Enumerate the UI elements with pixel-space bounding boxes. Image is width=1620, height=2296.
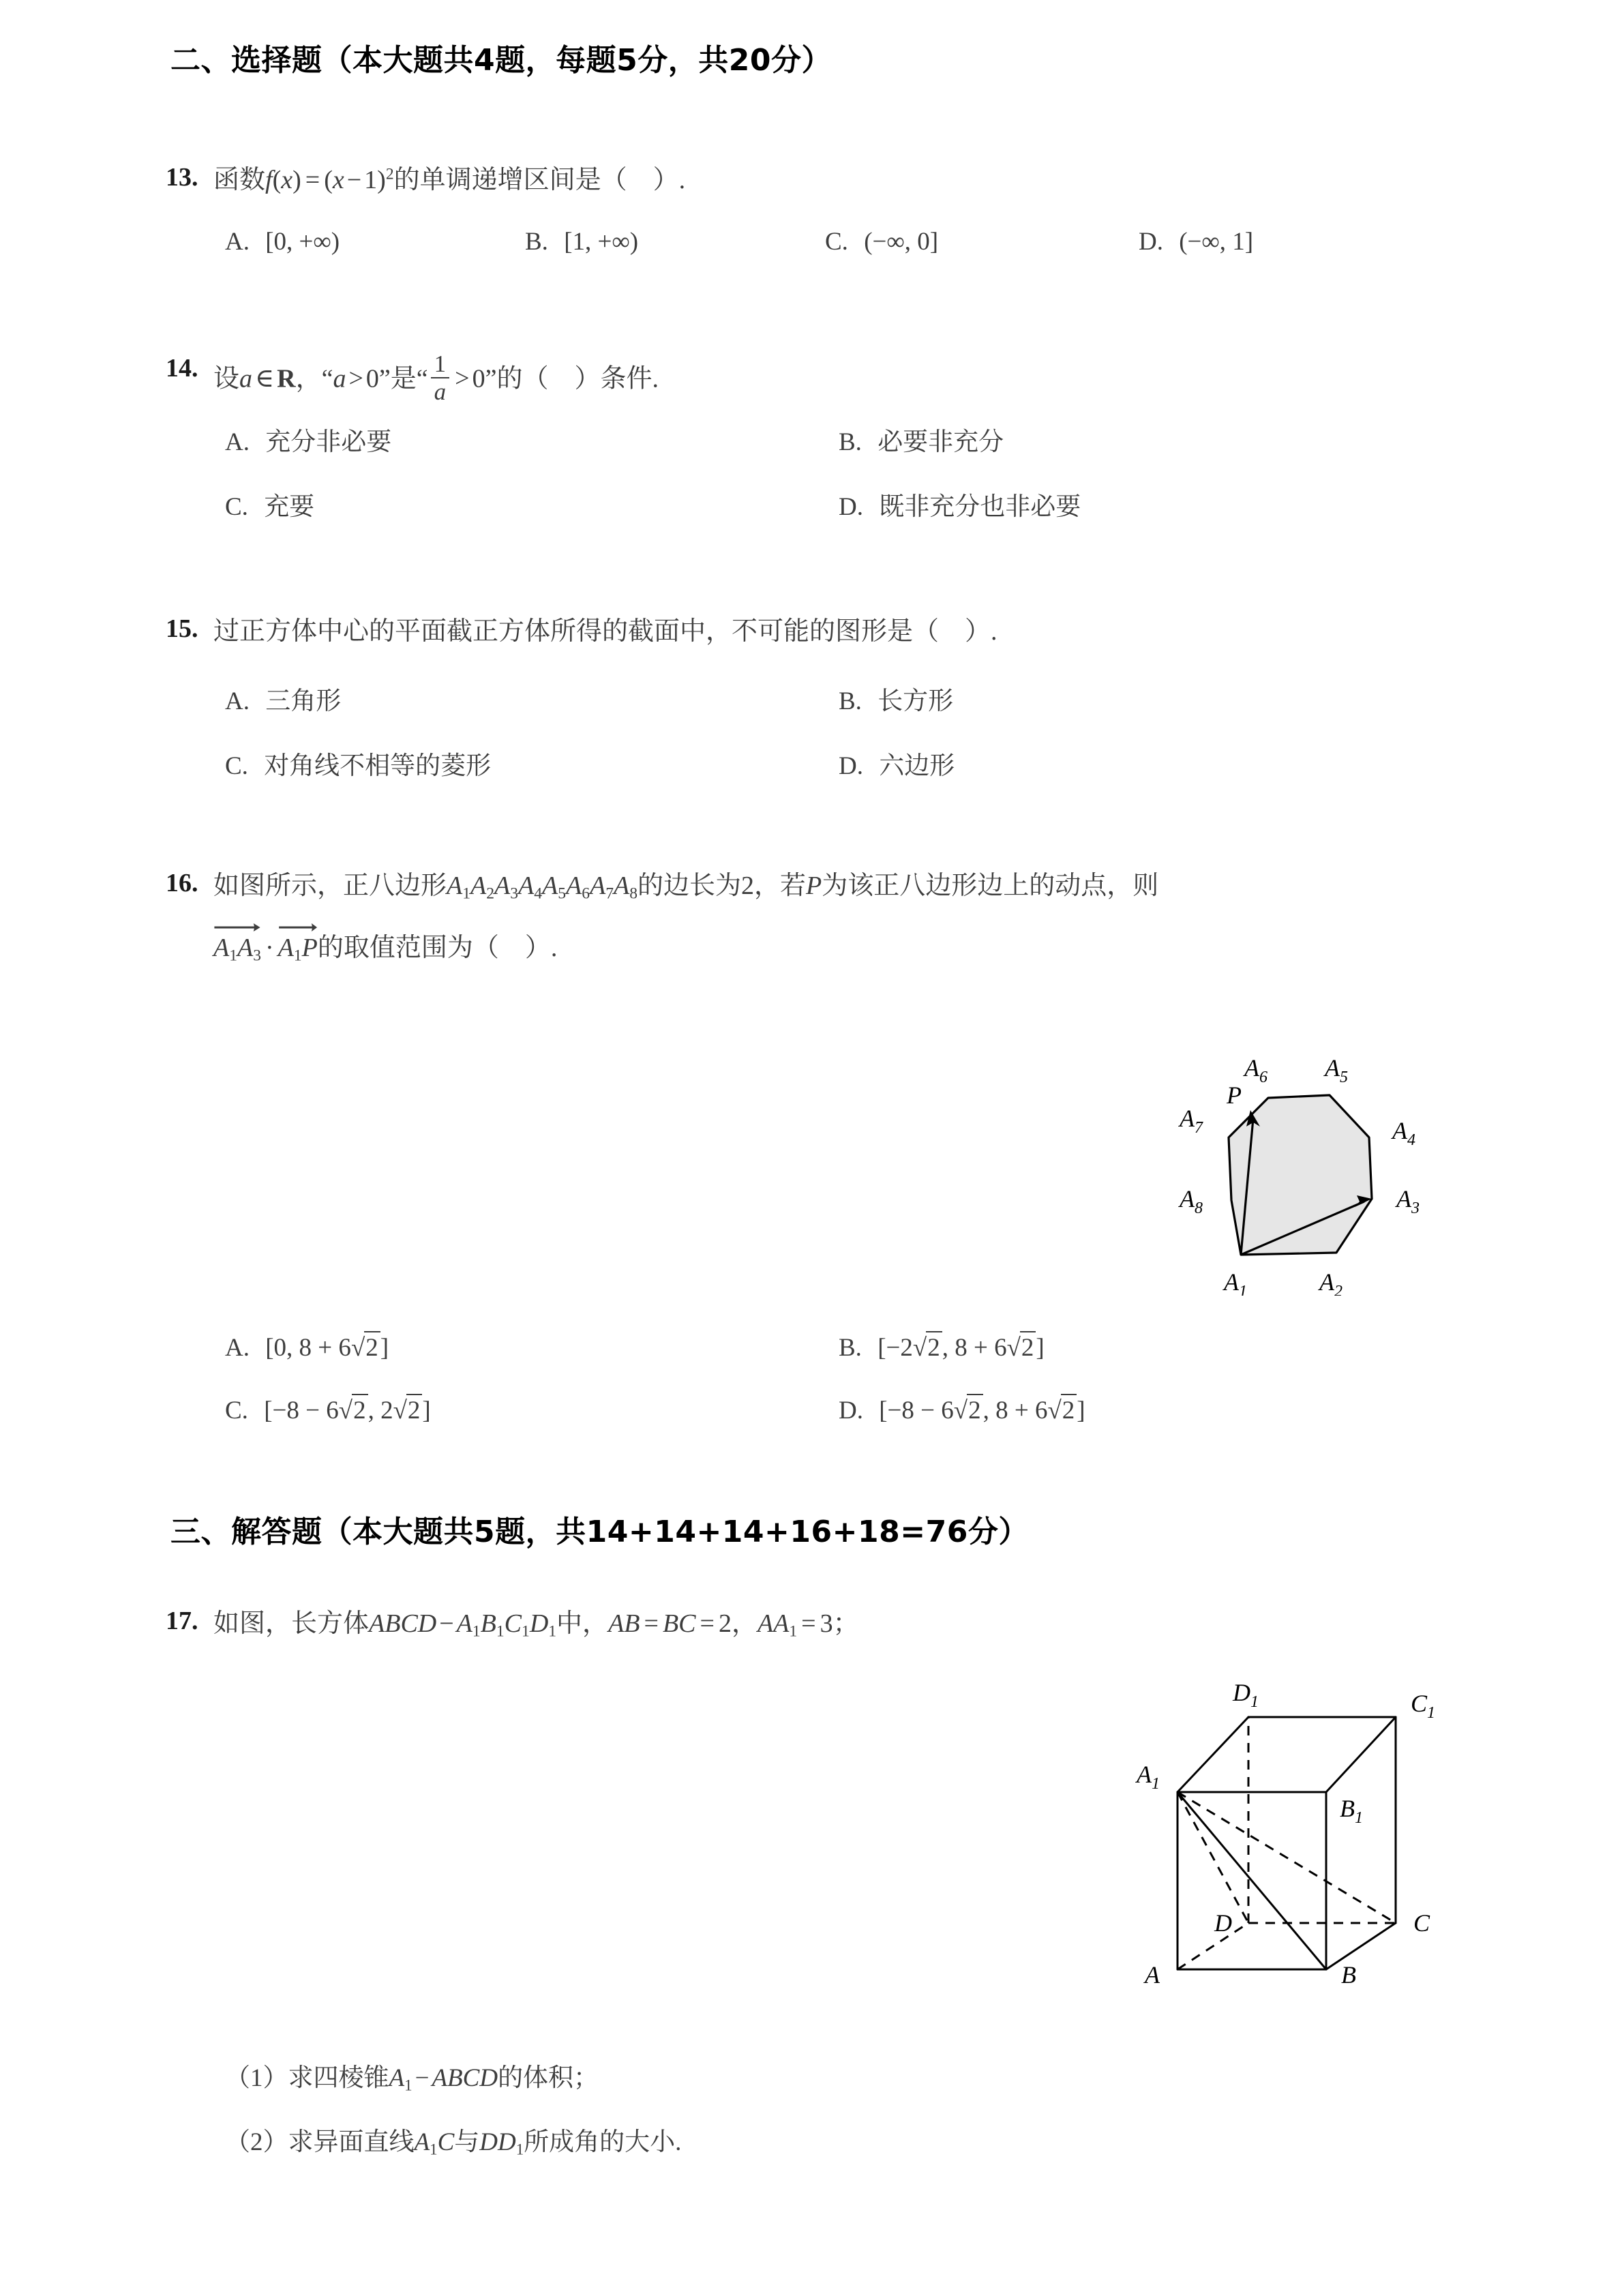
q17-subquestion-1: [225, 2057, 599, 2094]
q15-option-b[interactable]: [839, 680, 953, 717]
question-stem-16-line2: [213, 925, 557, 968]
q16-vec1-i1: 1: [229, 946, 237, 965]
q16-line2-tail: 的取值范围为（ ）.: [317, 934, 558, 962]
q14-fraction-denominator: a: [434, 378, 447, 405]
q17-stem-lead: 如图，长方体: [213, 1609, 370, 1638]
octagon-label-a8: $A_8$: [1180, 1185, 1203, 1217]
cuboid-label-b: B: [1341, 1961, 1356, 1988]
q16-poly-a4: A: [518, 871, 535, 900]
q14-part2: ，“: [295, 364, 333, 393]
octagon-label-a1: $A_1$: [1224, 1268, 1247, 1296]
section-heading-solve: 三、解答题（本大题共5题，共14+14+14+16+18=76分）: [170, 1515, 1029, 1549]
octagon-label-a6: $A_6$: [1244, 1054, 1268, 1086]
q17-solid2-c: C: [504, 1609, 522, 1638]
q16-line1-lead: 如图所示，正八边形: [213, 871, 447, 900]
q13-exponent: 2: [385, 165, 394, 183]
q17-comma: ，: [731, 1609, 758, 1638]
q16-option-c-radicand2: 2: [406, 1394, 423, 1425]
cuboid-label-a1: $A_1$: [1137, 1761, 1160, 1793]
q16-option-b-tail: ]: [1036, 1334, 1045, 1362]
q17-sub1-a: A: [389, 2064, 405, 2092]
q16-option-a-tail: ]: [380, 1334, 389, 1362]
q16-poly-a5: A: [542, 871, 558, 900]
question-stem-13: [213, 161, 685, 200]
q16-dot-operator: ·: [265, 934, 274, 962]
q16-vec1-a2: A: [237, 934, 254, 962]
q13-group-close: ): [377, 166, 386, 194]
q16-option-d-mid: , 8 + 6: [982, 1397, 1048, 1425]
q14-fraction-numerator: 1: [431, 352, 449, 378]
q17-dash: −: [439, 1609, 454, 1638]
q16-option-d-sqrt2: √2: [1047, 1394, 1077, 1425]
q16-line1-mid2: ，若: [754, 871, 807, 900]
q13-group-open: (: [324, 166, 333, 194]
question-number-15: 15.: [166, 614, 198, 643]
octagon-label-a5: $A_5$: [1325, 1054, 1348, 1086]
q16-poly-i1: 1: [462, 884, 471, 903]
q16-poly-a6: A: [566, 871, 582, 900]
cuboid-hidden-edges: [1178, 1717, 1396, 1969]
q14-a1: a: [239, 364, 253, 393]
q15-option-c-text: 对角线不相等的菱形: [264, 752, 492, 780]
q16-option-c-mid: , 2: [368, 1397, 393, 1425]
q13-stem-prefix: 函数: [213, 166, 266, 194]
q16-option-d-sqrt1: √2: [954, 1394, 983, 1425]
octagon-label-a2: $A_2$: [1319, 1268, 1342, 1296]
q13-option-a-text: [0, +∞): [265, 228, 340, 256]
q16-option-c-tail: ]: [422, 1397, 431, 1425]
q16-vec2-p: P: [301, 934, 318, 962]
q16-poly-i5: 5: [558, 884, 567, 903]
q14-isin: ∈: [255, 364, 275, 393]
q14-option-a-tag: A.: [225, 428, 250, 456]
q16-option-d[interactable]: [839, 1394, 1085, 1425]
q16-poly-i8: 8: [629, 884, 638, 903]
q16-option-c-lead: [−8 − 6: [264, 1397, 339, 1425]
q16-option-a-tag: A.: [225, 1334, 250, 1362]
q17-sub2-a: A: [414, 2128, 430, 2156]
q13-option-d-tag: D.: [1139, 228, 1163, 256]
q13-option-b-text: [1, +∞): [564, 228, 639, 256]
q14-option-a-text: 充分非必要: [265, 428, 392, 456]
q13-equals: =: [305, 166, 320, 194]
q16-vec2-i1: 1: [293, 946, 302, 965]
q16-option-d-tag: D.: [839, 1397, 863, 1425]
cuboid-solid-edges: [1178, 1717, 1396, 1969]
q15-option-d-tag: D.: [839, 752, 863, 780]
q13-x2: x: [332, 166, 344, 194]
q17-val1: 2: [718, 1609, 732, 1638]
q13-stem-suffix: 的单调递增区间是（ ）.: [393, 166, 686, 194]
q14-part3: ”是“: [378, 364, 428, 393]
q15-option-a[interactable]: [225, 680, 341, 717]
q17-sub1-lead: （1）求四棱锥: [225, 2064, 389, 2092]
q16-line1-mid: 的边长为: [638, 871, 742, 900]
q17-solid2-d-i: 1: [548, 1622, 557, 1641]
question-number-17: 17.: [166, 1607, 198, 1635]
question-number-13: 13.: [166, 163, 198, 192]
q13-option-a[interactable]: [225, 227, 340, 256]
q13-option-b[interactable]: [525, 227, 638, 256]
q17-sub2-lead: （2）求异面直线: [225, 2128, 415, 2156]
q14-option-c-text: 充要: [264, 493, 315, 521]
q13-option-a-tag: A.: [225, 228, 250, 256]
cuboid-label-d1: $D_1$: [1233, 1679, 1259, 1711]
segment-a1-d: [1178, 1792, 1248, 1923]
q16-option-b-sqrt2: √2: [1007, 1331, 1036, 1362]
question-stem-15: 过正方体中心的平面截正方体所得的截面中，不可能的图形是（ ）.: [213, 617, 997, 646]
q16-option-b[interactable]: [839, 1331, 1045, 1362]
q17-solid2-a-i: 1: [472, 1622, 481, 1641]
q16-option-d-tail: ]: [1077, 1397, 1085, 1425]
octagon-label-a4: $A_4$: [1392, 1117, 1415, 1149]
q16-vec1-i2: 3: [253, 946, 261, 965]
figure-cuboid-q17: [1128, 1637, 1469, 2046]
q13-option-c-text: (−∞, 0]: [864, 228, 939, 256]
q17-eq2: =: [700, 1609, 715, 1638]
q14-part1: 设: [213, 364, 240, 393]
q14-option-a[interactable]: [225, 421, 391, 458]
q17-solid2-b-i: 1: [496, 1622, 505, 1641]
q14-option-b[interactable]: [839, 421, 1004, 458]
q16-option-b-mid: , 8 + 6: [942, 1334, 1007, 1362]
q14-part4: ”的（ ）条件.: [485, 364, 659, 393]
q16-option-c-tag: C.: [225, 1397, 248, 1425]
q16-poly-i6: 6: [582, 884, 590, 903]
q17-solid2-b: B: [480, 1609, 496, 1638]
q15-option-d-text: 六边形: [879, 752, 955, 780]
q17-sub1-dash: −: [415, 2064, 430, 2092]
segment-a1-c: [1178, 1792, 1396, 1923]
q16-poly-a3: A: [494, 871, 511, 900]
q16-point-p: P: [806, 871, 822, 900]
q13-option-b-tag: B.: [525, 228, 548, 256]
q13-one: 1: [364, 166, 378, 194]
q14-zero2: 0: [472, 364, 485, 393]
q16-line1-tail: 为该正八边形边上的动点，则: [822, 871, 1159, 900]
q15-option-b-text: 长方形: [877, 687, 954, 715]
octagon-label-p: P: [1227, 1082, 1242, 1109]
q17-aa1-i: 1: [789, 1622, 798, 1641]
q16-option-c-radicand1: 2: [352, 1394, 368, 1425]
q16-option-b-radicand1: 2: [926, 1331, 942, 1362]
q13-paren-close: ): [292, 166, 301, 194]
q15-option-c[interactable]: [225, 745, 491, 781]
q14-option-c[interactable]: [225, 486, 314, 522]
q16-option-d-radicand1: 2: [967, 1394, 983, 1425]
q17-bc: BC: [662, 1609, 696, 1638]
q17-sub2-tail: 所成角的大小.: [524, 2128, 682, 2156]
q16-poly-i4: 4: [534, 884, 543, 903]
q17-solid2-a: A: [456, 1609, 472, 1638]
q16-option-a[interactable]: [225, 1331, 389, 1362]
q17-solid2-c-i: 1: [522, 1622, 530, 1641]
q15-option-b-tag: B.: [839, 687, 862, 715]
q17-subquestion-2: [225, 2121, 681, 2158]
q15-option-a-tag: A.: [225, 687, 250, 715]
q14-zero1: 0: [365, 364, 379, 393]
q17-sub2-c: C: [437, 2128, 455, 2156]
q16-poly-a8: A: [614, 871, 630, 900]
q16-option-a-radicand: 2: [364, 1331, 380, 1362]
q14-fraction: [431, 352, 449, 404]
q16-option-c-sqrt1: √2: [339, 1394, 368, 1425]
q16-option-c[interactable]: [225, 1394, 431, 1425]
q16-option-b-radicand2: 2: [1020, 1331, 1036, 1362]
q15-option-a-text: 三角形: [265, 687, 342, 715]
q17-semicolon: ；: [832, 1609, 859, 1638]
vector-arrow-icon: [278, 922, 318, 931]
q16-vector-a1p: [278, 925, 318, 968]
q16-poly-i3: 3: [510, 884, 519, 903]
q17-sub2-mid: 与: [454, 2128, 480, 2156]
q13-f: f: [265, 166, 273, 194]
octagon-label-a3: $A_3$: [1396, 1185, 1420, 1217]
q17-eq1: =: [644, 1609, 659, 1638]
q14-option-c-tag: C.: [225, 493, 248, 521]
q16-option-b-sqrt1: √2: [913, 1331, 942, 1362]
q14-gt1: >: [348, 364, 363, 393]
q16-option-c-sqrt2: √2: [393, 1394, 423, 1425]
q17-sub2-a-i: 1: [430, 2141, 438, 2158]
q17-ab: AB: [608, 1609, 640, 1638]
q14-option-d-text: 既非充分也非必要: [879, 493, 1081, 521]
q13-x: x: [281, 166, 293, 194]
q16-vec2-a: A: [278, 934, 294, 962]
q17-sub1-abcd: ABCD: [432, 2064, 498, 2092]
vector-arrow-icon: [213, 922, 261, 931]
q14-option-b-tag: B.: [839, 428, 862, 456]
q16-option-a-lead: [0, 8 + 6: [265, 1334, 351, 1362]
q13-option-c[interactable]: [825, 227, 938, 256]
octagon-label-a7: $A_7$: [1180, 1105, 1203, 1137]
q14-a2: a: [333, 364, 346, 393]
question-number-14: 14.: [166, 354, 198, 383]
question-stem-14: [213, 352, 659, 404]
q16-poly-a7: A: [590, 871, 606, 900]
q13-paren-open: (: [272, 166, 282, 194]
q13-minus: −: [346, 166, 362, 194]
q14-real-set: R: [277, 364, 296, 393]
cuboid-label-c1: $C_1$: [1411, 1690, 1436, 1722]
q17-stem-mid: 中，: [556, 1609, 609, 1638]
cuboid-auxiliary-lines: [1178, 1792, 1396, 1969]
q13-option-c-tag: C.: [825, 228, 848, 256]
q16-side-length: 2: [741, 871, 755, 900]
question-stem-16-line1: [213, 867, 1158, 906]
q15-option-c-tag: C.: [225, 752, 248, 780]
cuboid-label-c: C: [1413, 1909, 1430, 1937]
q14-option-d-tag: D.: [839, 493, 863, 521]
cuboid-label-b1: $B_1$: [1340, 1795, 1363, 1827]
q16-poly-i7: 7: [605, 884, 614, 903]
q17-solid-abcd: ABCD: [369, 1609, 437, 1638]
q17-sub1-a-i: 1: [404, 2076, 412, 2094]
q17-sub1-tail: 的体积；: [498, 2064, 599, 2092]
q13-option-d-text: (−∞, 1]: [1179, 228, 1254, 256]
q17-sub2-dd-i: 1: [515, 2141, 524, 2158]
q16-poly-i2: 2: [486, 884, 495, 903]
q16-option-a-sqrt: √2: [351, 1331, 380, 1362]
figure-octagon-q16: [1132, 982, 1452, 1296]
q15-option-d[interactable]: [839, 745, 955, 781]
q13-option-d[interactable]: [1139, 227, 1253, 256]
q17-solid2-d: D: [529, 1609, 549, 1638]
cuboid-label-d: D: [1214, 1909, 1232, 1937]
q17-val2: 3: [820, 1609, 833, 1638]
q17-sub2-dd: DD: [479, 2128, 516, 2156]
q16-option-b-lead: [−2: [877, 1334, 913, 1362]
cuboid-label-a: A: [1145, 1961, 1160, 1988]
q16-vec1-a: A: [213, 934, 230, 962]
q16-option-d-lead: [−8 − 6: [879, 1397, 954, 1425]
q14-option-b-text: 必要非充分: [877, 428, 1004, 456]
section-heading-choice: 二、选择题（本大题共4题，每题5分，共20分）: [170, 43, 832, 78]
q16-poly-a1: A: [447, 871, 463, 900]
question-number-16: 16.: [166, 869, 198, 897]
q17-eq3: =: [801, 1609, 816, 1638]
q14-option-d[interactable]: [839, 486, 1081, 522]
question-stem-17: [213, 1605, 859, 1644]
q14-gt2: >: [455, 364, 470, 393]
q16-option-b-tag: B.: [839, 1334, 862, 1362]
q17-aa1: AA: [757, 1609, 790, 1638]
q16-vector-a1a3: [213, 925, 261, 968]
q16-option-d-radicand2: 2: [1061, 1394, 1077, 1425]
q16-poly-a2: A: [470, 871, 487, 900]
segment-a1-b: [1178, 1792, 1326, 1969]
